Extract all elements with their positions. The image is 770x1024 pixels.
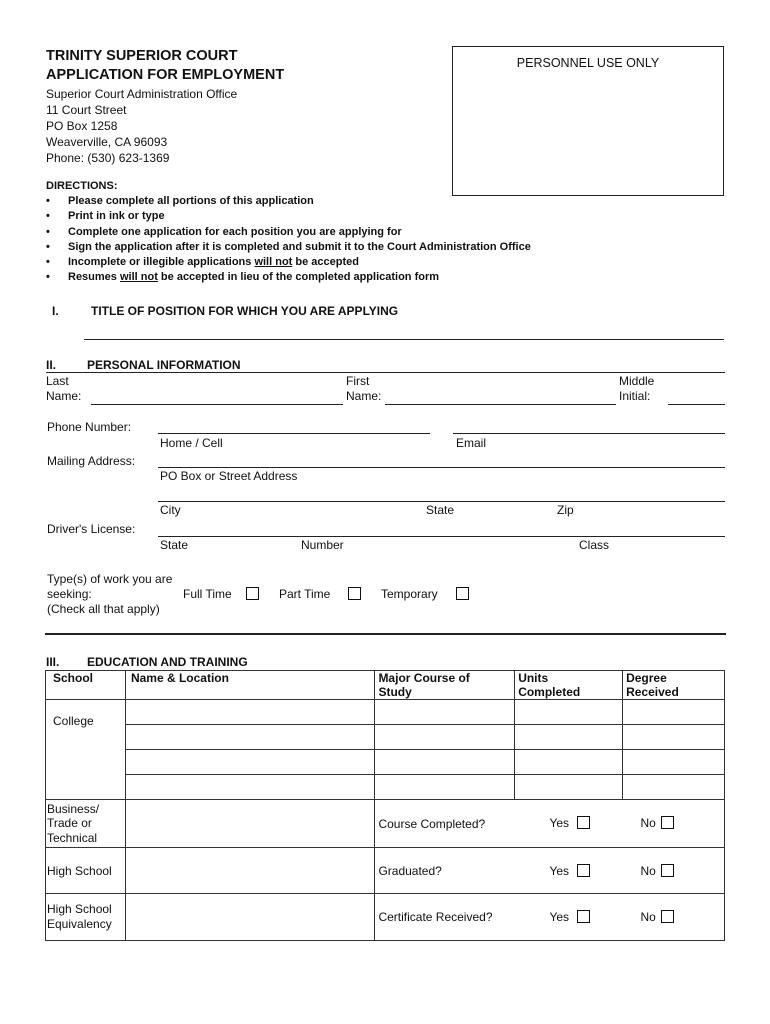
zip-caption: Zip <box>557 503 574 517</box>
certificate-no-checkbox[interactable] <box>661 910 674 923</box>
certificate-cell <box>375 894 725 941</box>
city-caption: City <box>160 503 181 517</box>
yes-label: Yes <box>549 816 570 830</box>
last-name-label: Name: <box>46 389 82 403</box>
table-row <box>46 725 725 750</box>
high-school-name-input[interactable] <box>125 848 374 894</box>
college-units-input[interactable] <box>515 750 623 775</box>
college-name-input[interactable] <box>125 750 374 775</box>
part-time-label: Part Time <box>279 587 331 601</box>
yes-label: Yes <box>549 910 570 924</box>
last-name-label-top: Last <box>46 374 69 388</box>
phone-field[interactable] <box>158 433 430 434</box>
drivers-license-field[interactable] <box>158 536 725 537</box>
section-3-number: III. <box>46 655 60 669</box>
street-address-caption: PO Box or Street Address <box>160 469 298 483</box>
email-field[interactable] <box>453 433 725 434</box>
position-title-field[interactable] <box>84 339 724 340</box>
street-address-field[interactable] <box>158 467 725 468</box>
work-type-label-2: seeking: <box>47 587 92 601</box>
college-cell: College <box>46 700 126 800</box>
graduated-cell <box>375 848 725 894</box>
office-name: Superior Court Administration Office <box>46 87 238 101</box>
full-time-label: Full Time <box>183 587 232 601</box>
col-header-degree: Degree Received <box>623 671 725 700</box>
email-caption: Email <box>456 436 487 450</box>
college-units-input[interactable] <box>515 700 623 725</box>
no-label: No <box>640 910 656 924</box>
table-row <box>46 750 725 775</box>
table-row <box>46 700 725 725</box>
section-2-number: II. <box>46 358 57 372</box>
temporary-checkbox[interactable] <box>456 587 469 600</box>
city-state-zip-field[interactable] <box>158 501 725 502</box>
section-2-title: PERSONAL INFORMATION <box>87 358 241 372</box>
direction-item: • Print in ink or type <box>46 209 531 224</box>
office-phone: Phone: (530) 623-1369 <box>46 151 170 165</box>
yes-label: Yes <box>549 864 570 878</box>
section-3-title: EDUCATION AND TRAINING <box>87 655 248 669</box>
table-row <box>46 848 725 894</box>
college-major-input[interactable] <box>375 700 515 725</box>
first-name-field[interactable] <box>385 404 616 405</box>
work-type-label: Type(s) of work you are <box>47 572 173 586</box>
section-1-title: TITLE OF POSITION FOR WHICH YOU ARE APPLYING <box>91 304 399 318</box>
office-po-box: PO Box 1258 <box>46 119 118 133</box>
college-units-input[interactable] <box>515 775 623 800</box>
last-name-field[interactable] <box>91 404 343 405</box>
middle-initial-label-top: Middle <box>619 374 655 388</box>
home-cell-caption: Home / Cell <box>160 436 223 450</box>
work-type-hint: (Check all that apply) <box>47 602 160 616</box>
office-city-state: Weaverville, CA 96093 <box>46 135 168 149</box>
college-degree-input[interactable] <box>623 700 725 725</box>
college-units-input[interactable] <box>515 725 623 750</box>
college-major-input[interactable] <box>375 775 515 800</box>
dl-class-caption: Class <box>579 538 610 552</box>
college-degree-input[interactable] <box>623 775 725 800</box>
hs-equivalency-cell: High School Equivalency <box>46 894 126 941</box>
office-street: 11 Court Street <box>46 103 127 117</box>
part-time-checkbox[interactable] <box>348 587 361 600</box>
col-header-major: Major Course of Study <box>375 671 515 700</box>
no-label: No <box>640 864 656 878</box>
direction-item: • Resumes will not be accepted in lieu of the completed application form <box>46 270 531 285</box>
high-school-cell: High School <box>46 848 126 894</box>
table-row <box>46 800 725 848</box>
graduated-yes-checkbox[interactable] <box>577 864 590 877</box>
direction-item: • Complete one application for each position you are applying for <box>46 225 531 240</box>
middle-initial-label: Initial: <box>619 389 651 403</box>
direction-item: • Sign the application after it is completed and submit it to the Court Administration Office <box>46 240 531 255</box>
college-name-input[interactable] <box>125 700 374 725</box>
direction-item: • Incomplete or illegible applications will not be accepted <box>46 255 531 270</box>
course-completed-cell <box>375 800 725 848</box>
dl-state-caption: State <box>160 538 189 552</box>
college-name-input[interactable] <box>125 725 374 750</box>
col-header-school: School <box>46 671 126 700</box>
section-1-number: I. <box>52 304 59 318</box>
state-caption: State <box>426 503 455 517</box>
college-degree-input[interactable] <box>623 750 725 775</box>
table-row <box>46 894 725 941</box>
table-row <box>46 775 725 800</box>
course-completed-yes-checkbox[interactable] <box>577 816 590 829</box>
course-completed-label: Course Completed? <box>378 816 486 831</box>
directions-list <box>46 194 531 286</box>
section-2-rule <box>46 372 725 373</box>
certificate-yes-checkbox[interactable] <box>577 910 590 923</box>
no-label: No <box>640 816 656 830</box>
certificate-label: Certificate Received? <box>378 910 493 924</box>
first-name-label-top: First <box>346 374 370 388</box>
college-major-input[interactable] <box>375 725 515 750</box>
col-header-name-location: Name & Location <box>125 671 374 700</box>
first-name-label: Name: <box>346 389 382 403</box>
direction-item: • Please complete all portions of this application <box>46 194 531 209</box>
college-name-input[interactable] <box>125 775 374 800</box>
section-divider <box>45 633 726 635</box>
graduated-label: Graduated? <box>378 863 442 878</box>
college-major-input[interactable] <box>375 750 515 775</box>
business-name-input[interactable] <box>125 800 374 848</box>
mailing-address-label: Mailing Address: <box>47 454 136 468</box>
middle-initial-field[interactable] <box>668 404 725 405</box>
phone-label: Phone Number: <box>47 420 132 434</box>
col-header-units: Units Completed <box>515 671 623 700</box>
full-time-checkbox[interactable] <box>246 587 259 600</box>
court-name: TRINITY SUPERIOR COURT <box>46 48 238 64</box>
personnel-use-label: PERSONNEL USE ONLY <box>516 56 660 70</box>
graduated-no-checkbox[interactable] <box>661 864 674 877</box>
directions-heading: DIRECTIONS: <box>46 180 118 192</box>
course-completed-no-checkbox[interactable] <box>661 816 674 829</box>
table-header-row <box>46 671 725 700</box>
drivers-license-label: Driver's License: <box>47 522 136 536</box>
personnel-use-box <box>452 46 724 196</box>
education-table <box>45 670 725 941</box>
form-title: APPLICATION FOR EMPLOYMENT <box>46 67 285 83</box>
dl-number-caption: Number <box>301 538 344 552</box>
college-degree-input[interactable] <box>623 725 725 750</box>
business-trade-cell: Business/ Trade or Technical <box>46 800 126 848</box>
hs-equivalency-name-input[interactable] <box>125 894 374 941</box>
temporary-label: Temporary <box>381 587 438 601</box>
